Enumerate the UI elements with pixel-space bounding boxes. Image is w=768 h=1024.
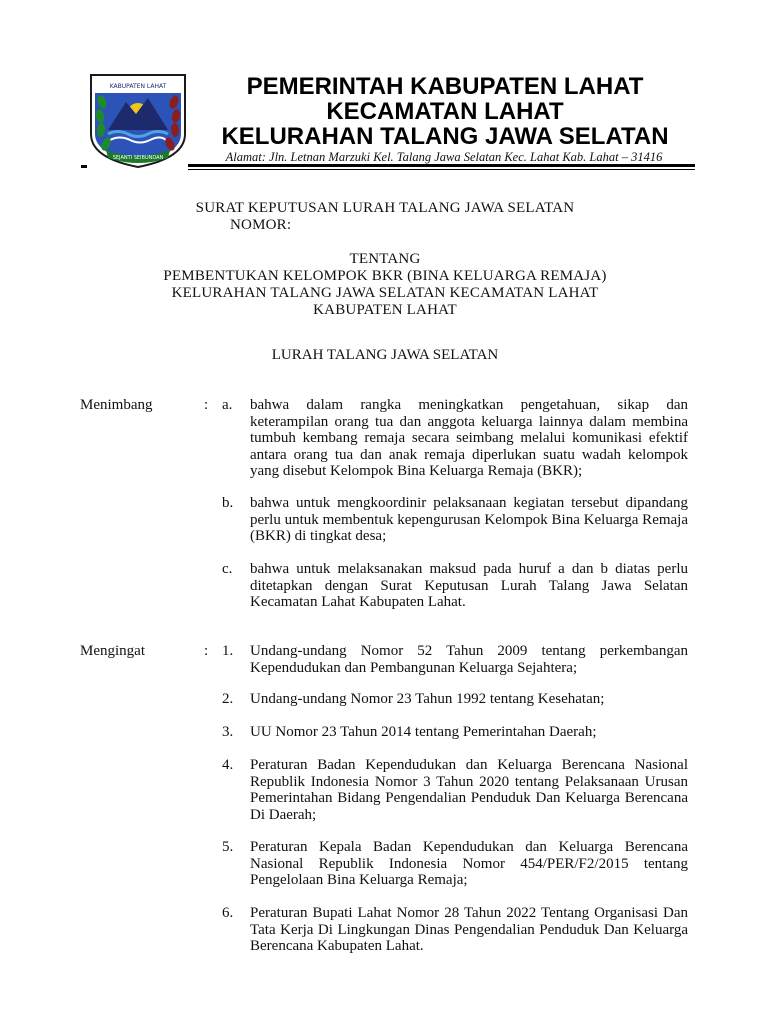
item-text: Undang-undang Nomor 52 Tahun 2009 tentang perkembangan Kependudukan dan Pembangunan Keluarga Sejahtera; <box>250 643 688 676</box>
decree-subject-line-3: KABUPATEN LAHAT <box>313 302 457 318</box>
list-item <box>222 757 688 823</box>
item-text: bahwa dalam rangka meningkatkan pengetahuan, sikap dan keterampilan orang tua dan anggota keluarga lainnya dalam membina tumbuh kembang remaja secara seimbang melalui komunikasi efektif antara orang tua dan anak remaja diperlukan suatu wadah kelompok yang disebut Kelompok Bina Keluarga Remaja (BKR); <box>250 397 688 479</box>
item-text: Peraturan Kepala Badan Kependudukan dan Keluarga Berencana Nasional Republik Indonesia Nomor 454/PER/F2/2015 tentang Pengelolaan Bina Keluarga Remaja; <box>250 839 688 888</box>
mengingat-label: Mengingat <box>80 643 145 659</box>
list-item <box>222 724 688 741</box>
item-text: UU Nomor 23 Tahun 2014 tentang Pemerintahan Daerah; <box>250 724 597 740</box>
decree-title: SURAT KEPUTUSAN LURAH TALANG JAWA SELATAN <box>195 200 575 216</box>
list-item <box>222 839 688 889</box>
margin-mark <box>81 165 87 168</box>
decree-subject-line-2: KELURAHAN TALANG JAWA SELATAN KECAMATAN LAHAT <box>171 285 599 301</box>
list-item <box>222 643 688 676</box>
mengingat-colon: : <box>204 643 209 659</box>
item-marker: 4. <box>222 757 234 773</box>
issuing-official: LURAH TALANG JAWA SELATAN <box>271 347 499 363</box>
list-item <box>222 397 688 480</box>
letterhead-district: KECAMATAN LAHAT <box>326 98 564 125</box>
letterhead-address: Alamat: Jln. Letnan Marzuki Kel. Talang Jawa Selatan Kec. Lahat Kab. Lahat – 31416 <box>225 150 663 164</box>
item-marker: c. <box>222 561 233 577</box>
decree-number: NOMOR: <box>230 217 292 233</box>
list-item <box>222 905 688 955</box>
item-text: bahwa untuk mengkoordinir pelaksanaan kegiatan tersebut dipandang perlu untuk membentuk kepengurusan Kelompok Bina Keluarga Remaja (BKR) di tingkat desa; <box>250 495 688 544</box>
item-text: Peraturan Bupati Lahat Nomor 28 Tahun 2022 Tentang Organisasi Dan Tata Kerja Di Lingkungan Dinas Pengendalian Penduduk Dan Keluarga Berencana Kabupaten Lahat. <box>250 905 688 954</box>
item-marker: 6. <box>222 905 234 921</box>
letterhead-rule-thin <box>188 169 695 170</box>
item-marker: b. <box>222 495 234 511</box>
list-item <box>222 561 688 611</box>
item-marker: 3. <box>222 724 234 740</box>
list-item <box>222 691 688 708</box>
decree-about: TENTANG <box>349 251 421 267</box>
decree-subject-line-1: PEMBENTUKAN KELOMPOK BKR (BINA KELUARGA REMAJA) <box>163 268 607 284</box>
menimbang-colon: : <box>204 397 209 413</box>
item-text: bahwa untuk melaksanakan maksud pada huruf a dan b diatas perlu ditetapkan dengan Surat Keputusan Lurah Talang Jawa Selatan Kecamatan Lahat Kabupaten Lahat. <box>250 561 688 610</box>
letterhead-village: KELURAHAN TALANG JAWA SELATAN <box>221 123 669 150</box>
item-marker: a. <box>222 397 233 413</box>
logo-top-text: KABUPATEN LAHAT <box>109 83 167 90</box>
item-marker: 1. <box>222 643 234 659</box>
item-text: Undang-undang Nomor 23 Tahun 1992 tentang Kesehatan; <box>250 691 605 707</box>
decree-title-block <box>100 200 670 319</box>
item-marker: 2. <box>222 691 234 707</box>
logo-ribbon-text: SEJANTI SEIBUNDAN <box>112 155 164 161</box>
item-text: Peraturan Badan Kependudukan dan Keluarga Berencana Nasional Republik Indonesia Nomor 3 Tahun 2020 tentang Pelaksanaan Urusan Pemerintahan Bidang Pengendalian Penduduk Dan Keluarga Berencana Di Daerah; <box>250 757 688 823</box>
letterhead-government: PEMERINTAH KABUPATEN LAHAT <box>246 73 644 100</box>
item-marker: 5. <box>222 839 234 855</box>
list-item <box>222 495 688 545</box>
menimbang-label: Menimbang <box>80 397 153 413</box>
letterhead-rule-thick <box>188 164 695 167</box>
